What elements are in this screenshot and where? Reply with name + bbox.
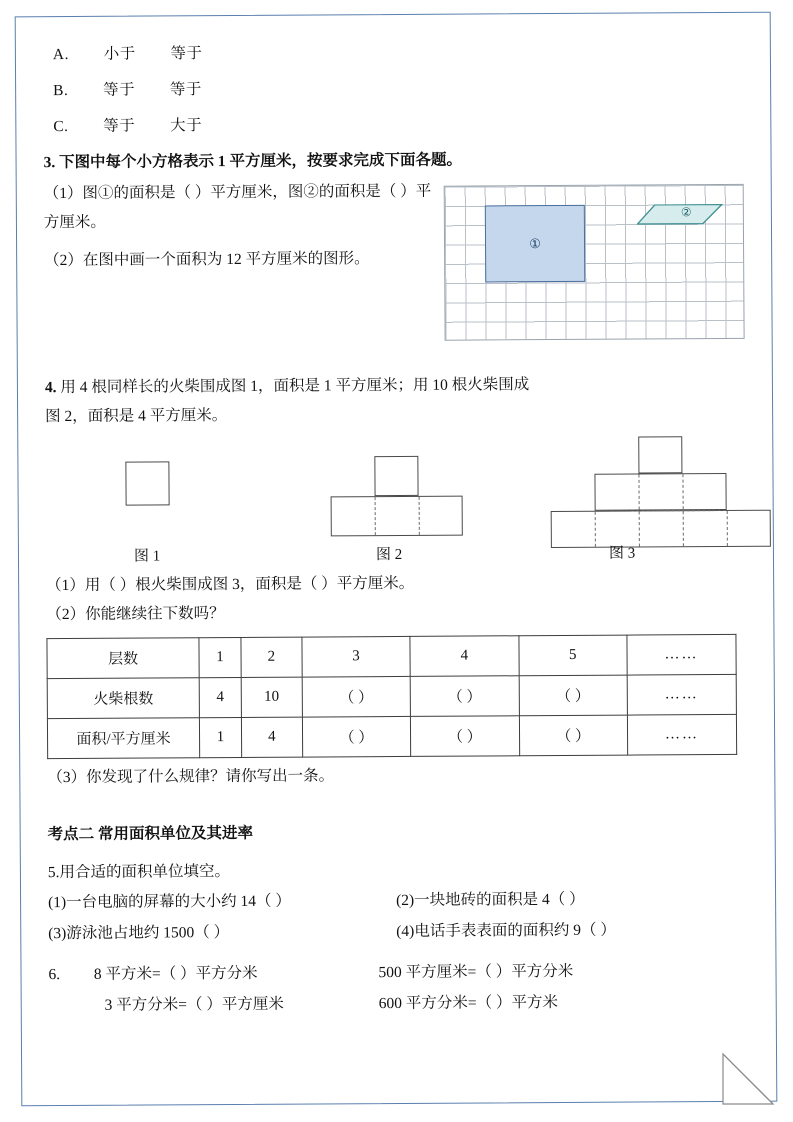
question-5-item-2: (2)一块地砖的面积是 4（ ） bbox=[396, 891, 585, 910]
figure-1-caption: 图 1 bbox=[133, 548, 161, 565]
question-5-item-1: (1)一台电脑的屏幕的大小约 14（ ） bbox=[48, 893, 291, 912]
shape-trapezoid-2 bbox=[637, 204, 723, 225]
question-4 bbox=[45, 369, 748, 792]
choice-label-c: C. bbox=[53, 117, 69, 136]
question-3-sub1: （1）图①的面积是（ ）平方厘米，图②的面积是（ ）平方厘米。 bbox=[43, 182, 432, 231]
choice-option-b bbox=[53, 74, 743, 100]
figure-1-square bbox=[125, 461, 169, 505]
question-5-stem: 5.用合适的面积单位填空。 bbox=[47, 863, 231, 882]
question-6-item-1-text: 8 平方米=（ ）平方分米 bbox=[93, 964, 258, 983]
choice-text-c2: 大于 bbox=[169, 117, 203, 135]
table-cell-ellipsis: …… bbox=[627, 714, 736, 755]
question-6-item-4: 600 平方分米=（ ）平方米 bbox=[378, 993, 558, 1012]
question-5-item-3: (3)游泳池占地约 1500（ ） bbox=[48, 923, 230, 942]
table-cell: （ ） bbox=[411, 716, 520, 757]
table-cell: 2 bbox=[241, 637, 302, 677]
table-cell: 10 bbox=[241, 677, 302, 717]
question-6-item-3-text: 3 平方分米=（ ）平方厘米 bbox=[104, 995, 284, 1014]
choice-text-a1: 小于 bbox=[103, 45, 136, 63]
question-3-number: 3. bbox=[43, 154, 56, 172]
table-cell: 5 bbox=[518, 635, 627, 676]
question-4-sub1: （1）用（ ）根火柴围成图 3，面积是（ ）平方厘米。 bbox=[46, 574, 415, 595]
table-cell: （ ） bbox=[410, 676, 519, 717]
figure-3-outline-mid bbox=[594, 473, 726, 511]
figure-3-outline-top bbox=[638, 436, 682, 473]
choice-option-a bbox=[53, 38, 743, 64]
question-6-item-2: 500 平方厘米=（ ）平方分米 bbox=[378, 962, 574, 981]
shape-2-label: ② bbox=[680, 205, 692, 220]
question-3-sub2: （2）在图中画一个面积为 12 平方厘米的图形。 bbox=[44, 250, 370, 270]
choice-option-c bbox=[53, 110, 743, 136]
question-3-subquestions bbox=[44, 178, 435, 276]
question-6-item-3 bbox=[49, 988, 379, 1021]
figure-2-outline-bottom bbox=[331, 495, 463, 536]
worksheet-content bbox=[43, 38, 749, 1092]
table-row bbox=[47, 634, 736, 678]
question-6-row-1 bbox=[48, 955, 748, 990]
question-5-row-1 bbox=[48, 884, 748, 918]
question-6-item-1 bbox=[48, 957, 378, 990]
question-4-sub3: （3）你发现了什么规律？请你写出一条。 bbox=[47, 767, 335, 786]
table-cell-ellipsis: …… bbox=[627, 634, 736, 675]
grid-figure bbox=[444, 184, 745, 341]
choice-text-c1: 等于 bbox=[103, 117, 136, 135]
table-cell-ellipsis: …… bbox=[627, 674, 736, 715]
table-cell: 1 bbox=[199, 717, 241, 757]
table-row-head: 层数 bbox=[47, 637, 199, 678]
figure-2-outline-top bbox=[374, 456, 418, 496]
matchstick-figures bbox=[45, 436, 746, 545]
table-row bbox=[47, 714, 736, 758]
question-5-item-4: (4)电话手表表面的面积约 9（ ） bbox=[396, 921, 616, 940]
choice-text-b2: 等于 bbox=[169, 81, 202, 99]
page-fold-corner bbox=[721, 1052, 775, 1106]
choice-text-a2: 等于 bbox=[170, 45, 203, 63]
table-cell: 4 bbox=[199, 677, 241, 717]
table-row bbox=[47, 674, 736, 718]
figure-captions bbox=[46, 541, 746, 571]
table-cell: （ ） bbox=[302, 716, 411, 757]
question-6-number: 6. bbox=[48, 965, 61, 983]
table-cell: （ ） bbox=[519, 715, 628, 756]
question-4-stem-line1: 用 4 根同样长的火柴围成图 1，面积是 1 平方厘米；用 10 根火柴围成 bbox=[60, 376, 530, 397]
table-cell: 1 bbox=[199, 637, 241, 677]
table-cell: （ ） bbox=[519, 675, 628, 716]
question-4-sub2: （2）你能继续往下数吗？ bbox=[46, 605, 225, 624]
question-6 bbox=[48, 955, 748, 1021]
choice-label-a: A. bbox=[52, 45, 70, 64]
figure-2-caption: 图 2 bbox=[375, 546, 403, 563]
question-4-stem-line2: 图 2，面积是 4 平方厘米。 bbox=[45, 407, 228, 426]
question-3-stem: 下图中每个小方格表示 1 平方厘米，按要求完成下面各题。 bbox=[58, 151, 463, 172]
table-cell: （ ） bbox=[302, 676, 411, 717]
shape-1-label: ① bbox=[529, 235, 541, 251]
figure-2-divider-1 bbox=[375, 497, 376, 535]
question-5 bbox=[48, 854, 749, 949]
question-6-row-2 bbox=[49, 986, 749, 1021]
table-cell: 4 bbox=[410, 636, 519, 677]
choice-list bbox=[43, 38, 744, 136]
table-cell: 4 bbox=[241, 717, 302, 757]
question-4-stem bbox=[45, 369, 745, 432]
figure-3-caption: 图 3 bbox=[608, 545, 636, 562]
table-row-head: 火柴根数 bbox=[47, 677, 199, 718]
question-4-number: 4. bbox=[44, 379, 57, 397]
choice-text-b1: 等于 bbox=[103, 81, 136, 99]
question-5-row-2 bbox=[48, 914, 748, 948]
pattern-table bbox=[46, 634, 737, 759]
figure-3-divider-2 bbox=[682, 474, 683, 509]
choice-label-b: B. bbox=[53, 81, 69, 100]
shape-rectangle-1 bbox=[485, 205, 585, 283]
question-3-heading bbox=[43, 146, 743, 172]
question-3-body bbox=[44, 176, 745, 355]
table-row-head: 面积/平方厘米 bbox=[47, 717, 199, 758]
table-cell: 3 bbox=[302, 636, 411, 677]
figure-3-divider-1 bbox=[638, 474, 639, 509]
section-2-title: 考点二 常用面积单位及其进率 bbox=[47, 825, 254, 844]
